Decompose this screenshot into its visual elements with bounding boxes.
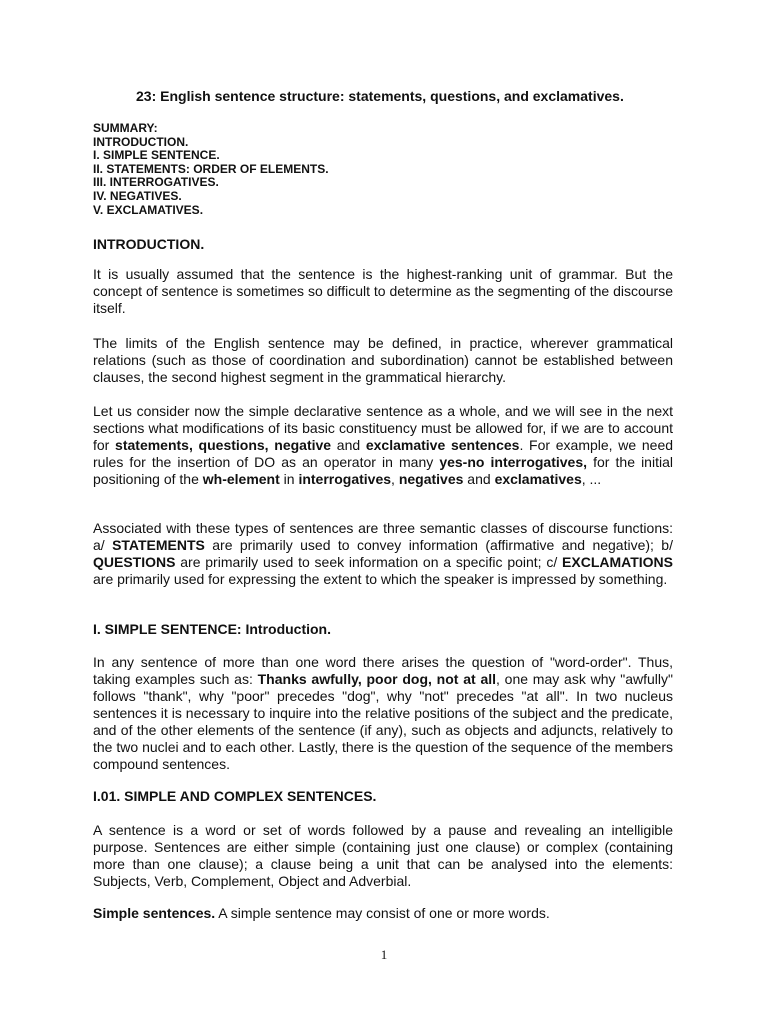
simple-sentence-heading: I. SIMPLE SENTENCE: Introduction. <box>93 621 331 637</box>
intro-paragraph-4 <box>93 520 673 588</box>
summary-item: SUMMARY: <box>93 121 158 135</box>
summary-item: V. EXCLAMATIVES. <box>93 202 204 217</box>
bold-run: QUESTIONS <box>93 554 176 570</box>
bold-run: Simple sentences. <box>93 905 216 921</box>
text-run: Let us consider now the simple declarative sentence as a whole, and we will see in the next sections what modifications of its basic constituency must be allowed for, if we are to account for <box>93 403 673 453</box>
bold-run: exclamative sentences <box>365 437 520 453</box>
text-run: are primarily used for expressing the extent to which the speaker is impressed by something. <box>93 571 668 587</box>
text-run: and <box>331 437 366 453</box>
document-title: 23: English sentence structure: statements, questions, and exclamatives. <box>136 88 624 104</box>
text-run: Associated with these types of sentences are three semantic classes of discourse functions: a/ <box>93 520 673 553</box>
intro-paragraph-1: It is usually assumed that the sentence is the highest-ranking unit of grammar. But the concept of sentence is sometimes so difficult to determine as the segmenting of the discourse itself. <box>93 266 673 316</box>
complex-paragraph-2 <box>93 905 673 922</box>
summary-item: I. SIMPLE SENTENCE. <box>93 148 220 163</box>
page-number: 1 <box>380 947 388 962</box>
bold-run: Thanks awfully, poor dog, not at all <box>257 671 497 687</box>
bold-run: EXCLAMATIONS <box>562 554 673 570</box>
bold-run: negatives <box>398 471 464 487</box>
bold-run: exclamatives <box>494 471 582 487</box>
bold-run: STATEMENTS <box>112 537 205 553</box>
complex-paragraph-1: A sentence is a word or set of words followed by a pause and revealing an intelligible purpose. Sentences are either simple (containing just one clause) or complex (containing more than one clause); a clause being a unit that can be analysed into the elements: Subjects, Verb, Complement, Object and Adverbial. <box>93 822 673 889</box>
text-run: , <box>391 471 399 487</box>
intro-heading: INTRODUCTION. <box>93 236 205 252</box>
bold-run: interrogatives <box>298 471 392 487</box>
text-run: . For example, we need rules for the insertion of DO as an operator in many <box>93 437 674 470</box>
summary-list <box>93 122 329 217</box>
summary-item: IV. NEGATIVES. <box>93 188 182 203</box>
text-run: in <box>279 471 299 487</box>
summary-item: INTRODUCTION. <box>93 134 189 149</box>
summary-item: II. STATEMENTS: ORDER OF ELEMENTS. <box>93 161 329 176</box>
intro-paragraph-3 <box>93 403 673 488</box>
text-run: and <box>463 471 495 487</box>
text-run: , one may ask why "awfully" follows "thank", why "poor" precedes "dog", why "not" precedes "at all". In two nucleus sentences it is necessary to inquire into the relative positions of the subject and the predicate, and of the other elements of the sentence (if any), such as objects and adjuncts, relatively to the two nuclei and to each other. Lastly, there is the question of the sequence of the members compound sentences. <box>93 671 673 772</box>
text-run: , ... <box>581 471 602 487</box>
intro-paragraph-2: The limits of the English sentence may be defined, in practice, wherever grammatical relations (such as those of coordination and subordination) cannot be established between clauses, the second highest segment in the grammatical hierarchy. <box>93 335 673 385</box>
bold-run: wh-element <box>202 471 280 487</box>
complex-sentence-heading: I.01. SIMPLE AND COMPLEX SENTENCES. <box>93 788 377 804</box>
text-run: In any sentence of more than one word there arises the question of "word-order". Thus, taking examples such as: <box>93 654 673 687</box>
text-run: are primarily used to seek information on a specific point; c/ <box>175 554 563 570</box>
text-run: A simple sentence may consist of one or more words. <box>215 905 550 921</box>
bold-run: yes-no interrogatives, <box>439 454 588 470</box>
text-run: for the initial positioning of the <box>93 454 673 487</box>
text-run: are primarily used to convey information (affirmative and negative); b/ <box>204 537 673 553</box>
bold-run: statements, questions, negative <box>115 437 332 453</box>
summary-item: III. INTERROGATIVES. <box>93 175 219 190</box>
simple-paragraph-1 <box>93 654 673 773</box>
